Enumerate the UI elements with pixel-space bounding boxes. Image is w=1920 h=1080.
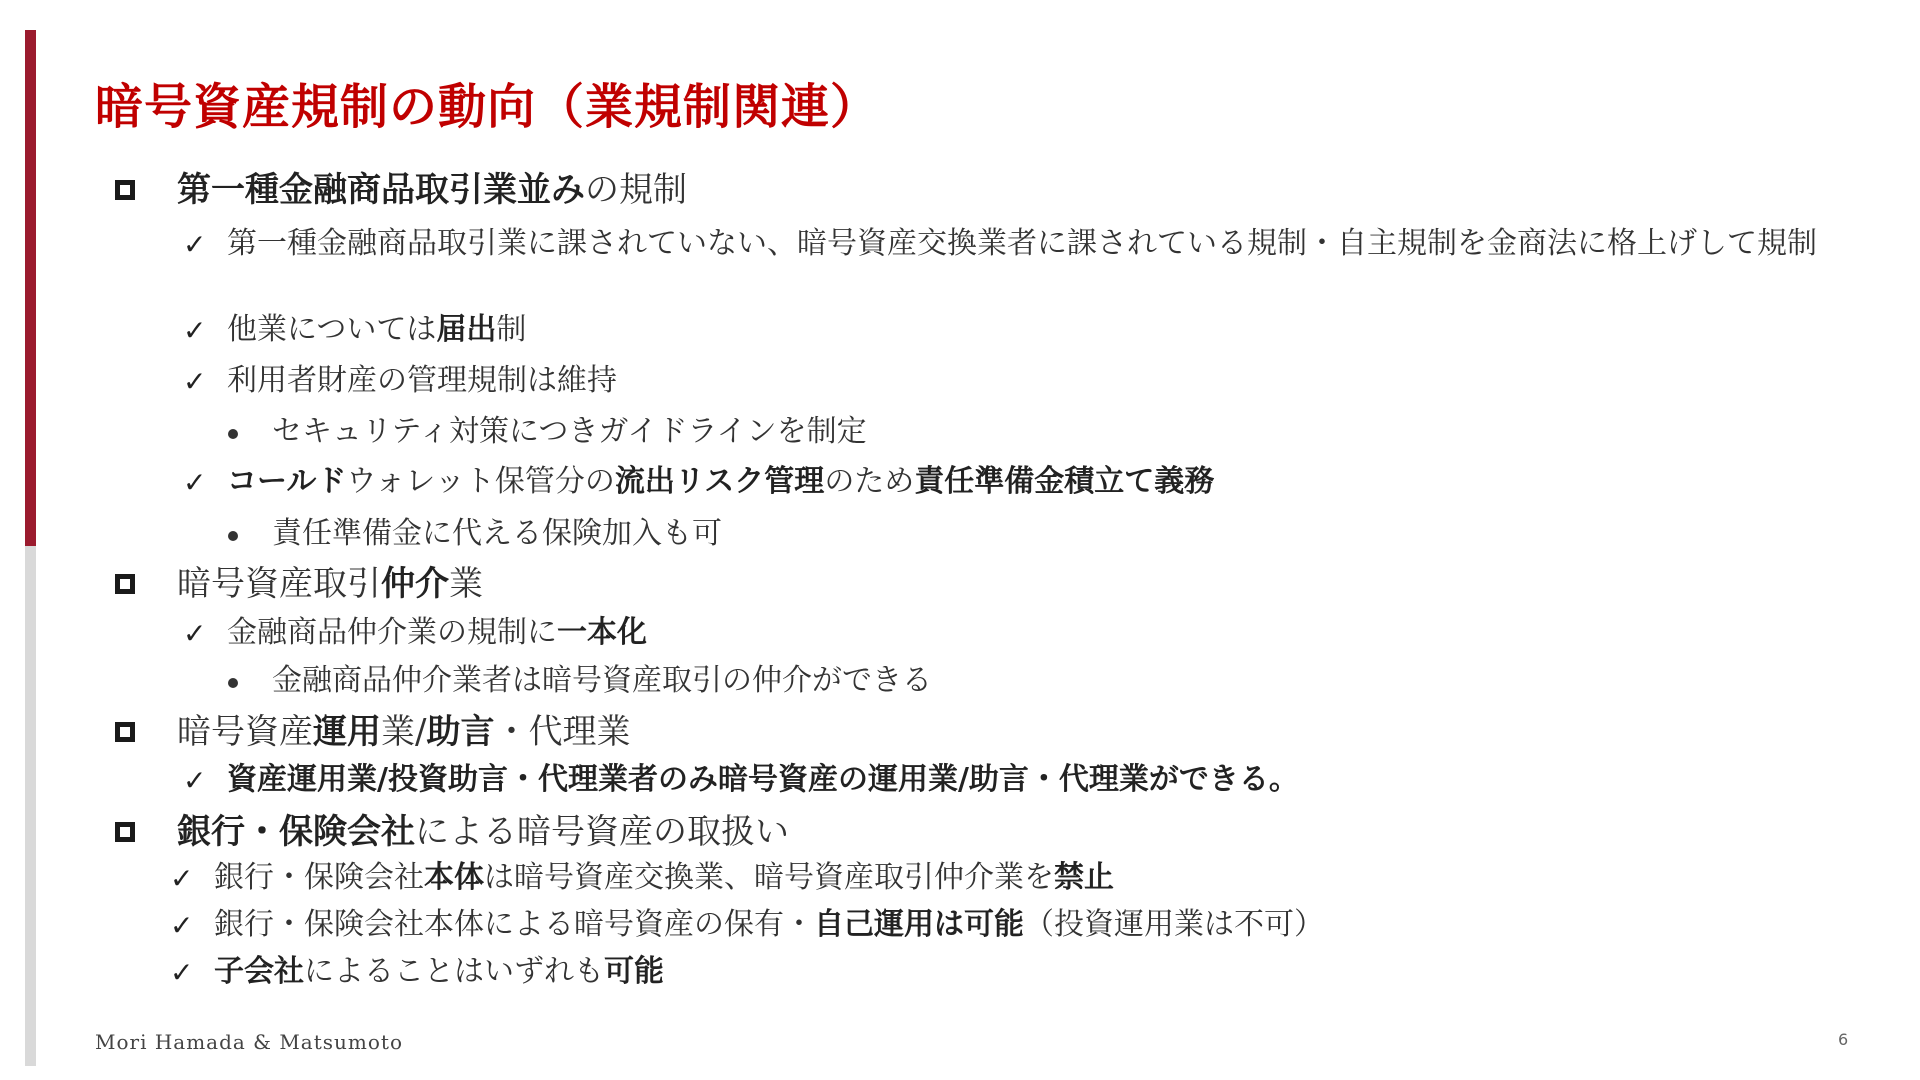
- bold-run: 自己運用は可能: [814, 907, 1024, 942]
- item-text: [227, 226, 1817, 262]
- checkmark-icon: ✓: [183, 365, 207, 398]
- bold-run: 一本化: [557, 615, 647, 650]
- text-run: （投資運用業は不可）: [1024, 907, 1324, 942]
- item-text: [177, 812, 789, 852]
- checkmark-icon: ✓: [170, 909, 194, 942]
- text-run: 責任準備金に代える保険加入も可: [272, 516, 722, 551]
- check-item: [170, 860, 1885, 898]
- bold-run: 本体: [424, 860, 484, 895]
- item-text: [177, 170, 687, 210]
- bold-run: 運用: [313, 712, 381, 752]
- bold-run: 仲介: [381, 564, 449, 604]
- check-item: [183, 312, 1885, 350]
- text-run: 制: [496, 312, 527, 347]
- item-text: [214, 907, 1324, 943]
- text-run: 暗号資産: [177, 712, 313, 752]
- text-run: 銀行・保険会社: [214, 860, 424, 895]
- checkmark-icon: ✓: [183, 466, 207, 499]
- item-text: [272, 516, 722, 552]
- check-item: [183, 363, 1885, 401]
- item-text: [227, 615, 647, 651]
- bold-run: 助言: [426, 712, 495, 752]
- bold-run: 子会社: [214, 954, 304, 989]
- sub-bullet-item: [228, 516, 722, 552]
- checkmark-icon: ✓: [170, 956, 194, 989]
- text-run: 銀行・保険会社本体による暗号資産の保有・: [214, 907, 814, 942]
- checkmark-icon: ✓: [170, 862, 194, 895]
- text-run: 業: [449, 564, 483, 604]
- item-text: [227, 464, 1214, 500]
- text-run: 他業については: [227, 312, 437, 347]
- text-run: 業/: [381, 712, 427, 752]
- item-text: [227, 312, 526, 348]
- square-bullet-icon: [115, 822, 135, 842]
- section-heading: [115, 712, 630, 752]
- slide-title: 暗号資産規制の動向（業規制関連）: [95, 79, 880, 135]
- square-bullet-icon: [115, 574, 135, 594]
- text-run: 第一種金融商品取引業に課されていない、暗号資産交換業者に課されている規制・自主規制を金商法に格上げして規制: [227, 226, 1817, 261]
- item-text: [227, 363, 617, 399]
- sub-bullet-item: [228, 663, 932, 699]
- item-text: [177, 712, 630, 752]
- text-run: ・代理業: [494, 712, 631, 752]
- bold-run: 届出: [436, 312, 497, 347]
- bold-run: コールド: [227, 464, 347, 499]
- text-run: による暗号資産の取扱い: [415, 812, 789, 852]
- dot-bullet-icon: [228, 531, 238, 541]
- dot-bullet-icon: [228, 429, 238, 439]
- bold-run: 資産運用業/投資助言・代理業者のみ暗号資産の運用業/助言・代理業ができる。: [227, 762, 1299, 797]
- bold-run: 責任準備金積立て義務: [914, 464, 1215, 499]
- check-item: [183, 226, 1885, 264]
- text-run: ウォレット保管分の: [346, 464, 615, 499]
- bold-run: 可能: [604, 954, 664, 989]
- text-run: 金融商品仲介業の規制に: [227, 615, 557, 650]
- text-run: によることはいずれも: [304, 954, 604, 989]
- checkmark-icon: ✓: [183, 764, 207, 797]
- text-run: 金融商品仲介業者は暗号資産取引の仲介ができる: [272, 663, 932, 698]
- check-item: [183, 615, 1885, 653]
- check-item: [170, 954, 1885, 992]
- square-bullet-icon: [115, 722, 135, 742]
- text-run: 利用者財産の管理規制は維持: [227, 363, 617, 398]
- checkmark-icon: ✓: [183, 617, 207, 650]
- check-item: [183, 762, 1885, 800]
- item-text: [227, 762, 1299, 798]
- section-heading: [115, 170, 687, 210]
- footer-logo: Mori Hamada & Matsumoto: [95, 1030, 403, 1054]
- checkmark-icon: ✓: [183, 228, 207, 261]
- square-bullet-icon: [115, 180, 135, 200]
- text-run: は暗号資産交換業、暗号資産取引仲介業を: [484, 860, 1054, 895]
- dot-bullet-icon: [228, 678, 238, 688]
- check-item: [183, 464, 1885, 502]
- item-text: [177, 564, 483, 604]
- bold-run: 第一種金融商品取引業並み: [177, 170, 585, 210]
- text-run: セキュリティ対策につきガイドラインを制定: [272, 414, 867, 449]
- text-run: 暗号資産取引: [177, 564, 381, 604]
- page-number: 6: [1838, 1030, 1849, 1049]
- check-item: [170, 907, 1885, 945]
- item-text: [272, 414, 867, 450]
- item-text: [214, 860, 1114, 896]
- text-run: の規制: [585, 170, 687, 210]
- section-heading: [115, 812, 789, 852]
- checkmark-icon: ✓: [183, 314, 207, 347]
- sub-bullet-item: [228, 414, 867, 450]
- text-run: のため: [824, 464, 915, 499]
- item-text: [272, 663, 932, 699]
- section-heading: [115, 564, 483, 604]
- bold-run: 流出リスク管理: [614, 464, 825, 499]
- bold-run: 禁止: [1054, 860, 1114, 895]
- bold-run: 銀行・保険会社: [177, 812, 415, 852]
- item-text: [214, 954, 664, 990]
